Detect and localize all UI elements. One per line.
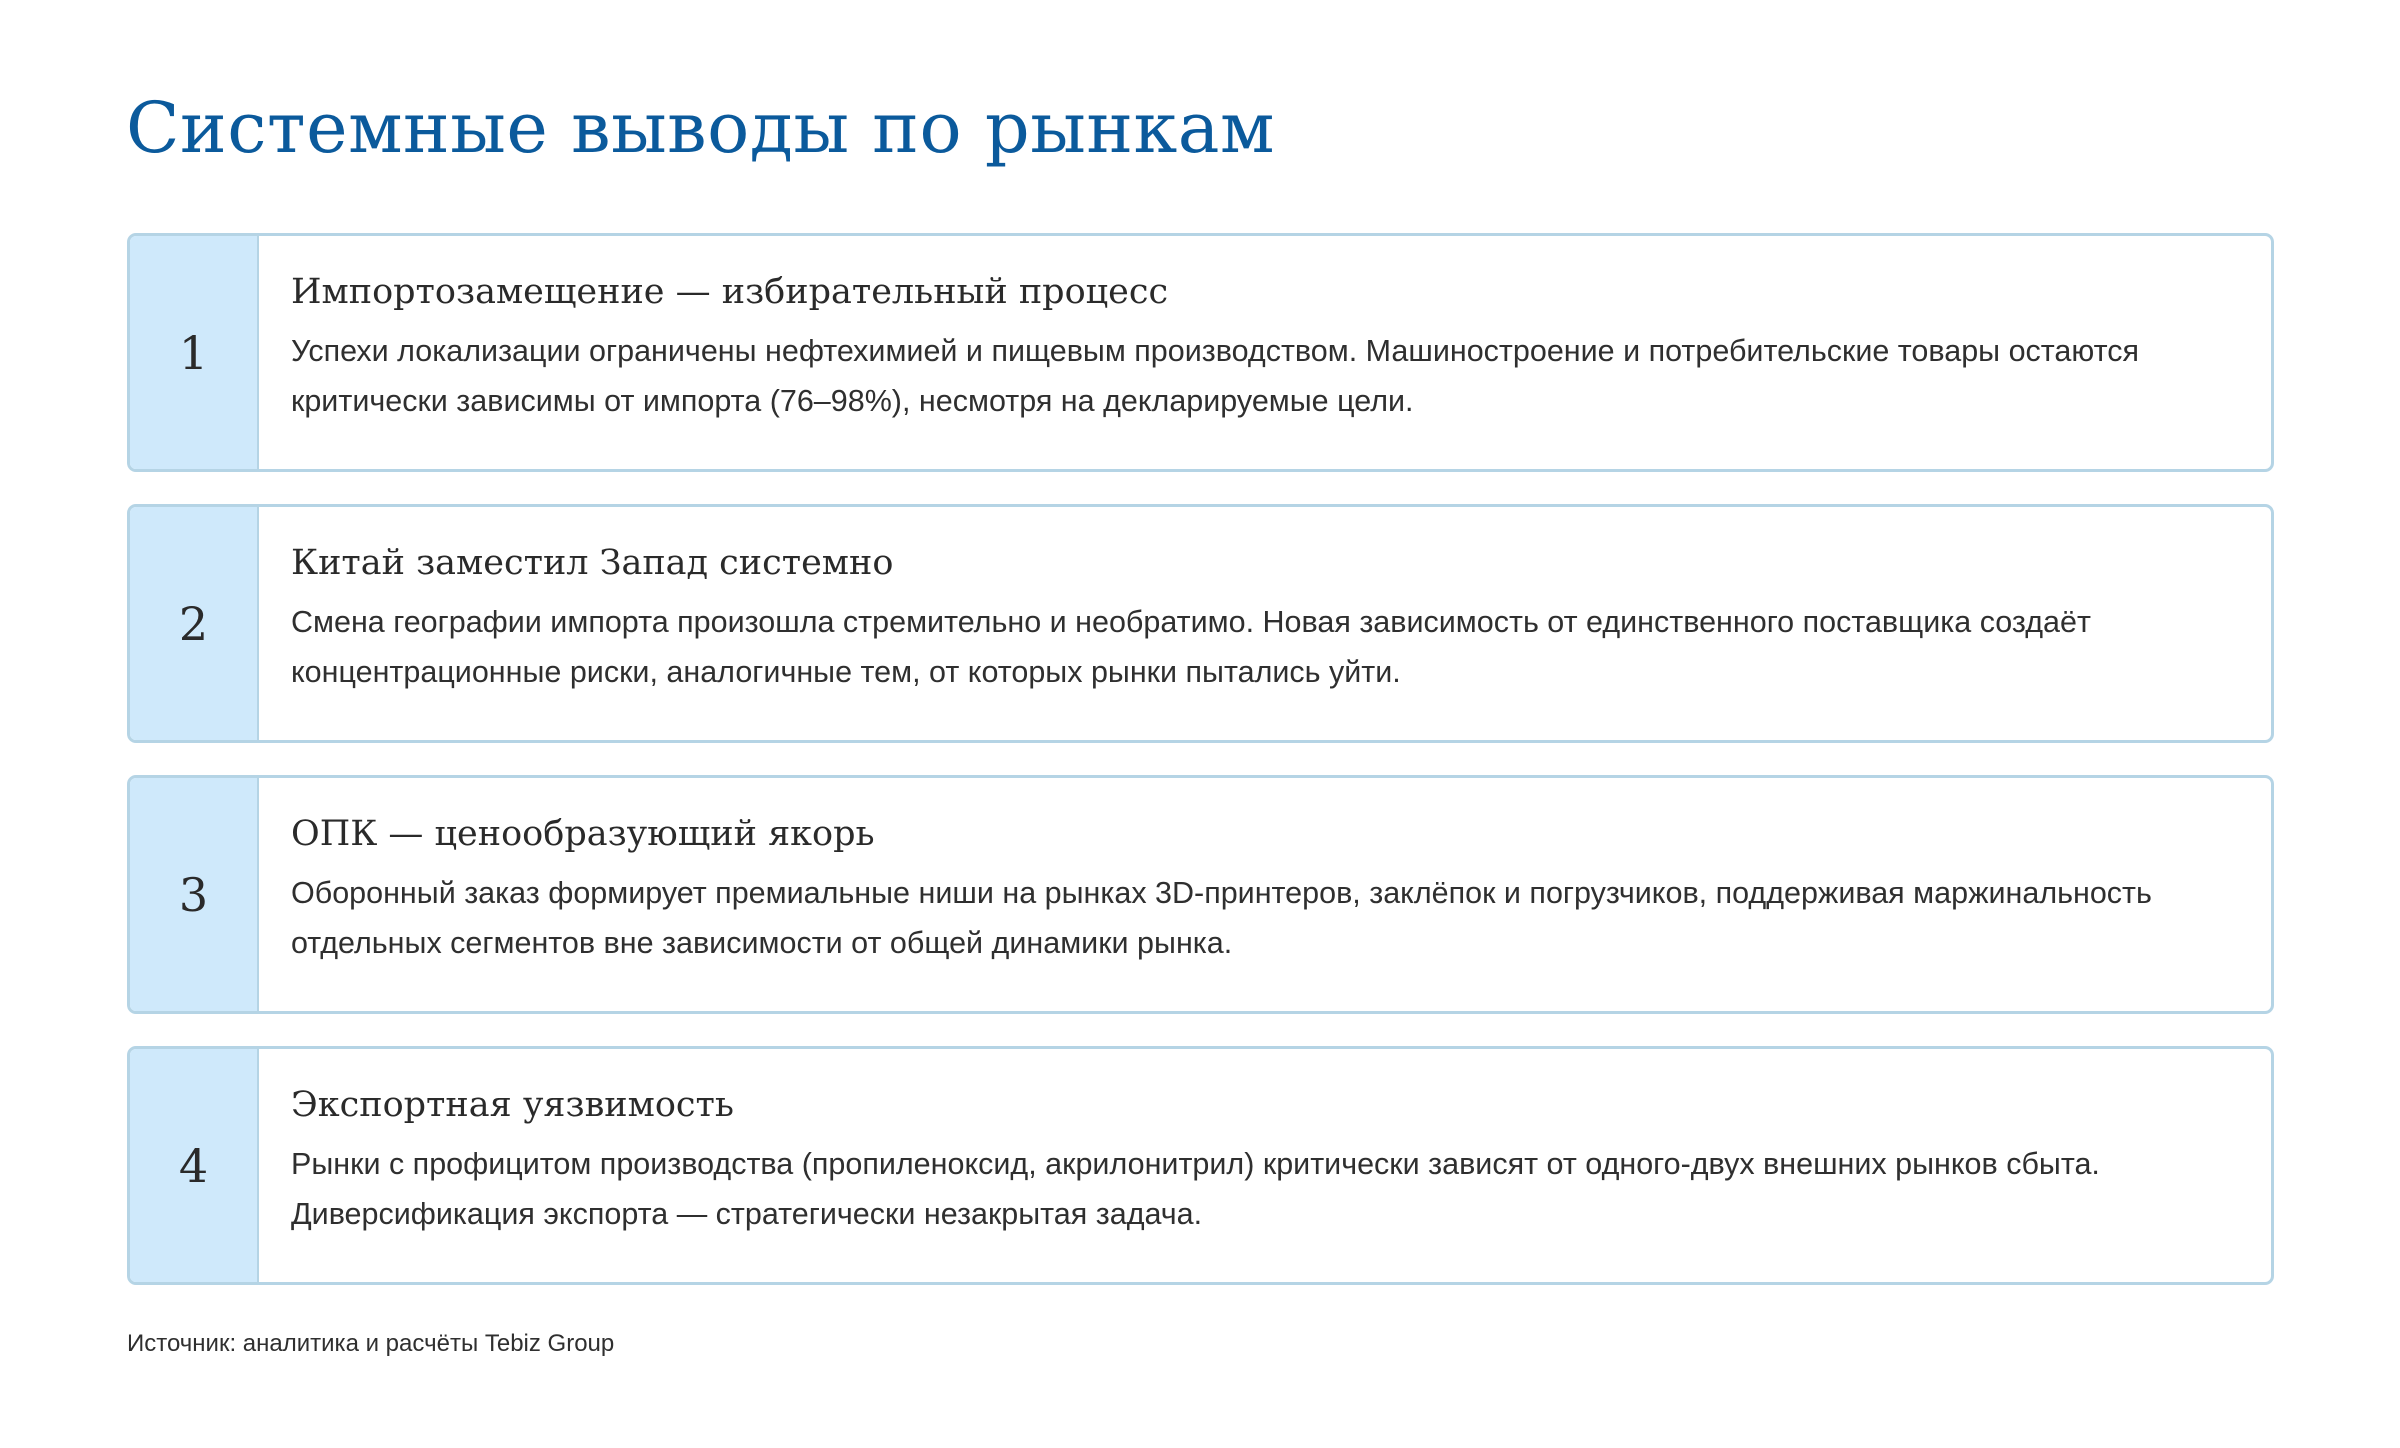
card-text: Рынки с профицитом производства (пропиленоксид, акрилонитрил) критически зависят от одного-двух внешних рынков сбыта. Диверсификация экспорта — стратегически незакрытая задача. [291,1147,2100,1231]
card-body [259,1049,2271,1282]
conclusion-card-2 [127,504,2274,743]
card-text: Успехи локализации ограничены нефтехимией и пищевым производством. Машиностроение и потребительские товары остаются критически зависимы от импорта (76–98%), несмотря на декларируемые цели. [291,334,2139,418]
card-number: 3 [130,778,259,1011]
card-body [259,507,2271,740]
card-text: Смена географии импорта произошла стремительно и необратимо. Новая зависимость от единственного поставщика создаёт концентрационные риски, аналогичные тем, от которых рынки пытались уйти. [291,605,2091,689]
card-heading: Экспортная уязвимость [291,1085,734,1125]
card-heading: Импортозамещение — избирательный процесс [291,272,1169,312]
card-text: Оборонный заказ формирует премиальные ниши на рынках 3D-принтеров, заклёпок и погрузчиков, поддерживая маржинальность отдельных сегментов вне зависимости от общей динамики рынка. [291,876,2152,960]
card-heading: ОПК — ценообразующий якорь [291,814,875,854]
card-body [259,778,2271,1011]
conclusions-list [127,233,2274,1317]
card-heading: Китай заместил Запад системно [291,543,894,583]
conclusion-card-4 [127,1046,2274,1285]
conclusion-card-3 [127,775,2274,1014]
card-number: 1 [130,236,259,469]
page-title: Системные выводы по рынкам [126,87,1275,169]
card-body [259,236,2271,469]
conclusion-card-1 [127,233,2274,472]
source-note: Источник: аналитика и расчёты Tebiz Group [127,1330,615,1357]
card-number: 2 [130,507,259,740]
card-number: 4 [130,1049,259,1282]
